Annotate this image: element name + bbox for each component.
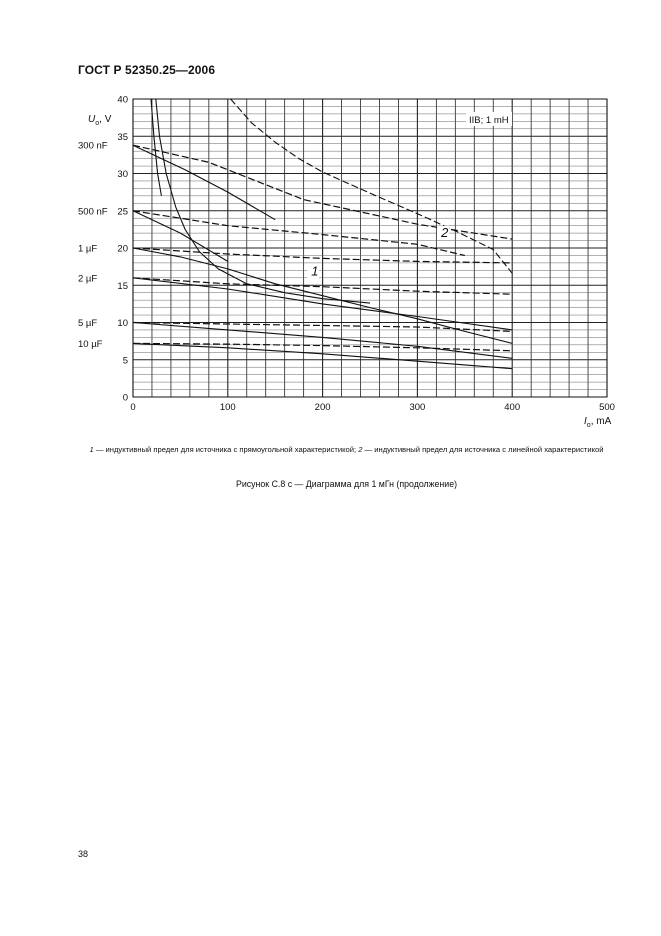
capacitance-label: 5 µF [78,318,98,329]
y-tick-label: 20 [117,243,128,255]
x-axis-label-unit: , mA [590,416,612,427]
y-tick-label: 0 [122,392,128,404]
document-header: ГОСТ Р 52350.25—2006 [78,63,216,77]
legend-item1-text: — индуктивный предел для источника с прямоугольной характеристикой; [93,445,359,454]
capacitance-label: 1 µF [78,243,98,255]
x-tick-label: 300 [409,402,426,413]
x-axis-label-symbol: I [584,416,587,427]
x-tick-label: 200 [314,402,331,413]
y-axis-label-unit: , V [99,114,112,125]
x-tick-label: 400 [504,402,521,413]
legend-item1-number: 1 [89,445,94,454]
capacitance-series-line [133,145,275,220]
inductance-chart [0,0,661,440]
legend-item2-text: — индуктивный предел для источника с линейной характеристикой [362,445,604,454]
x-axis-label [584,416,612,429]
y-tick-label: 40 [117,94,128,106]
capacitance-label: 2 µF [78,273,98,285]
page-number: 38 [78,849,89,859]
curve-annotation: 1 [311,263,319,279]
y-tick-label: 30 [117,169,128,180]
inductive-limit-curve [151,99,161,196]
grid [133,99,607,397]
legend-note [78,444,615,456]
y-axis-label [88,114,112,127]
y-axis-label-symbol: U [88,114,96,125]
y-tick-label: 15 [117,280,128,292]
x-tick-label: 500 [599,402,615,413]
y-tick-label: 35 [117,131,128,143]
y-tick-label: 5 [122,355,128,367]
x-tick-label: 100 [219,402,236,413]
inset-title: IIB; 1 mH [469,115,509,126]
y-axis-label-subscript: o [95,120,100,127]
capacitance-label: 500 nF [78,206,108,218]
axes [117,95,615,414]
inductive-limit-curve [156,99,370,303]
capacitance-label: 300 nF [78,140,108,152]
capacitance-label: 10 µF [78,338,103,350]
figure-caption: Рисунок С.8 c — Диаграмма для 1 мГн (продолжение) [235,479,458,489]
y-tick-label: 10 [117,318,128,329]
x-tick-label: 0 [130,402,136,413]
y-tick-label: 25 [117,206,128,218]
curve-annotation: 2 [441,224,449,240]
x-axis-label-subscript: o [586,422,591,429]
legend-item2-number: 2 [358,445,363,454]
